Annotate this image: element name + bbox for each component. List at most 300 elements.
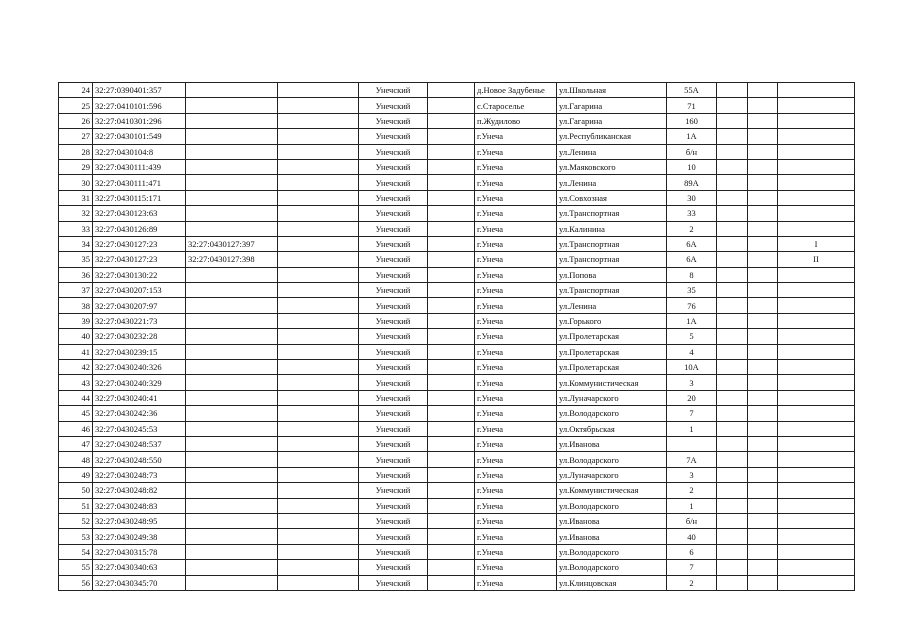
cadastral-number: 32:27:0430127:23	[93, 252, 186, 267]
table-row	[59, 206, 855, 221]
empty-cell	[428, 144, 475, 159]
empty-cell	[278, 529, 359, 544]
premises-cadastral-number	[186, 313, 278, 328]
table-row	[59, 267, 855, 282]
row-number: 42	[59, 360, 93, 375]
premises-number-cell	[778, 329, 855, 344]
table-row	[59, 344, 855, 359]
premises-cadastral-number	[186, 406, 278, 421]
empty-cell	[748, 575, 778, 590]
empty-cell	[278, 313, 359, 328]
house-number-cell: 55А	[667, 83, 717, 98]
cadastral-number: 32:27:0430340:63	[93, 560, 186, 575]
empty-cell	[748, 421, 778, 436]
empty-cell	[748, 467, 778, 482]
premises-cadastral-number	[186, 436, 278, 451]
premises-number-cell	[778, 98, 855, 113]
empty-cell	[748, 360, 778, 375]
empty-cell	[748, 144, 778, 159]
settlement-cell: г.Унеча	[475, 375, 557, 390]
empty-cell	[278, 390, 359, 405]
table-row	[59, 313, 855, 328]
empty-cell	[748, 513, 778, 528]
house-number-cell: 8	[667, 267, 717, 282]
row-number: 55	[59, 560, 93, 575]
row-number: 51	[59, 498, 93, 513]
cadastral-number: 32:27:0430207:97	[93, 298, 186, 313]
table-row	[59, 236, 855, 251]
street-cell: ул.Ленина	[557, 144, 667, 159]
row-number: 45	[59, 406, 93, 421]
district-cell: Унечский	[359, 467, 428, 482]
district-cell: Унечский	[359, 221, 428, 236]
cadastral-number: 32:27:0390401:357	[93, 83, 186, 98]
table-row	[59, 452, 855, 467]
street-cell: ул.Пролетарская	[557, 344, 667, 359]
house-number-cell: 4	[667, 344, 717, 359]
empty-cell	[428, 498, 475, 513]
empty-cell	[428, 206, 475, 221]
row-number: 48	[59, 452, 93, 467]
cadastral-number: 32:27:0430240:326	[93, 360, 186, 375]
empty-cell	[278, 83, 359, 98]
settlement-cell: г.Унеча	[475, 129, 557, 144]
premises-cadastral-number	[186, 221, 278, 236]
empty-cell	[748, 375, 778, 390]
empty-cell	[278, 406, 359, 421]
settlement-cell: г.Унеча	[475, 329, 557, 344]
empty-cell	[717, 575, 748, 590]
empty-cell	[748, 190, 778, 205]
premises-cadastral-number	[186, 560, 278, 575]
settlement-cell: г.Унеча	[475, 544, 557, 559]
empty-cell	[748, 529, 778, 544]
premises-cadastral-number	[186, 298, 278, 313]
row-number: 46	[59, 421, 93, 436]
row-number: 44	[59, 390, 93, 405]
settlement-cell: г.Унеча	[475, 421, 557, 436]
premises-cadastral-number	[186, 344, 278, 359]
street-cell: ул.Коммунистическая	[557, 375, 667, 390]
empty-cell	[717, 344, 748, 359]
table-body	[59, 83, 855, 591]
premises-number-cell	[778, 221, 855, 236]
street-cell: ул.Школьная	[557, 83, 667, 98]
cadastral-number: 32:27:0430130:22	[93, 267, 186, 282]
row-number: 36	[59, 267, 93, 282]
street-cell: ул.Пролетарская	[557, 329, 667, 344]
empty-cell	[748, 283, 778, 298]
premises-cadastral-number	[186, 575, 278, 590]
empty-cell	[748, 298, 778, 313]
premises-cadastral-number	[186, 513, 278, 528]
empty-cell	[428, 283, 475, 298]
district-cell: Унечский	[359, 98, 428, 113]
empty-cell	[717, 406, 748, 421]
empty-cell	[748, 483, 778, 498]
street-cell: ул.Маяковского	[557, 159, 667, 174]
empty-cell	[278, 175, 359, 190]
house-number-cell: 71	[667, 98, 717, 113]
district-cell: Унечский	[359, 298, 428, 313]
empty-cell	[428, 267, 475, 282]
row-number: 32	[59, 206, 93, 221]
cadastral-number: 32:27:0430248:83	[93, 498, 186, 513]
premises-cadastral-number	[186, 190, 278, 205]
empty-cell	[717, 267, 748, 282]
district-cell: Унечский	[359, 360, 428, 375]
premises-cadastral-number	[186, 144, 278, 159]
row-number: 27	[59, 129, 93, 144]
premises-number-cell	[778, 498, 855, 513]
street-cell: ул.Гагарина	[557, 113, 667, 128]
empty-cell	[278, 283, 359, 298]
premises-cadastral-number	[186, 467, 278, 482]
settlement-cell: г.Унеча	[475, 406, 557, 421]
empty-cell	[717, 206, 748, 221]
settlement-cell: г.Унеча	[475, 313, 557, 328]
premises-number-cell	[778, 452, 855, 467]
empty-cell	[717, 467, 748, 482]
street-cell: ул.Горького	[557, 313, 667, 328]
row-number: 56	[59, 575, 93, 590]
settlement-cell: г.Унеча	[475, 283, 557, 298]
table-row	[59, 560, 855, 575]
table-row	[59, 283, 855, 298]
empty-cell	[278, 452, 359, 467]
cadastral-number: 32:27:0430248:73	[93, 467, 186, 482]
premises-cadastral-number	[186, 159, 278, 174]
empty-cell	[748, 544, 778, 559]
empty-cell	[278, 267, 359, 282]
settlement-cell: г.Унеча	[475, 206, 557, 221]
settlement-cell: г.Унеча	[475, 144, 557, 159]
empty-cell	[717, 329, 748, 344]
empty-cell	[428, 190, 475, 205]
cadastral-number: 32:27:0430345:70	[93, 575, 186, 590]
empty-cell	[428, 298, 475, 313]
row-number: 43	[59, 375, 93, 390]
table-row	[59, 252, 855, 267]
house-number-cell: 6А	[667, 236, 717, 251]
premises-cadastral-number	[186, 267, 278, 282]
district-cell: Унечский	[359, 83, 428, 98]
empty-cell	[428, 452, 475, 467]
cadastral-number: 32:27:0430242:36	[93, 406, 186, 421]
premises-number-cell	[778, 529, 855, 544]
empty-cell	[278, 329, 359, 344]
street-cell: ул.Луначарского	[557, 390, 667, 405]
cadastral-number: 32:27:0430101:549	[93, 129, 186, 144]
table-row	[59, 575, 855, 590]
settlement-cell: г.Унеча	[475, 452, 557, 467]
cadastral-number: 32:27:0430221:73	[93, 313, 186, 328]
row-number: 34	[59, 236, 93, 251]
settlement-cell: г.Унеча	[475, 436, 557, 451]
empty-cell	[717, 375, 748, 390]
district-cell: Унечский	[359, 283, 428, 298]
empty-cell	[717, 560, 748, 575]
premises-number-cell	[778, 83, 855, 98]
street-cell: ул.Совхозная	[557, 190, 667, 205]
empty-cell	[278, 360, 359, 375]
house-number-cell: 20	[667, 390, 717, 405]
table-row	[59, 360, 855, 375]
house-number-cell: 1А	[667, 129, 717, 144]
row-number: 54	[59, 544, 93, 559]
street-cell: ул.Володарского	[557, 498, 667, 513]
table-row	[59, 83, 855, 98]
district-cell: Унечский	[359, 175, 428, 190]
row-number: 25	[59, 98, 93, 113]
empty-cell	[278, 144, 359, 159]
table-row	[59, 329, 855, 344]
cadastral-number: 32:27:0430248:82	[93, 483, 186, 498]
premises-number-cell	[778, 544, 855, 559]
street-cell: ул.Клинцовская	[557, 575, 667, 590]
house-number-cell: 3	[667, 467, 717, 482]
premises-cadastral-number	[186, 483, 278, 498]
empty-cell	[717, 83, 748, 98]
cadastral-number: 32:27:0430111:471	[93, 175, 186, 190]
empty-cell	[428, 390, 475, 405]
house-number-cell: 1А	[667, 313, 717, 328]
district-cell: Унечский	[359, 344, 428, 359]
house-number-cell: 6	[667, 544, 717, 559]
empty-cell	[717, 513, 748, 528]
house-number-cell: б/н	[667, 513, 717, 528]
street-cell: ул.Попова	[557, 267, 667, 282]
empty-cell	[278, 298, 359, 313]
settlement-cell: г.Унеча	[475, 344, 557, 359]
empty-cell	[717, 529, 748, 544]
street-cell: ул.Володарского	[557, 452, 667, 467]
empty-cell	[428, 236, 475, 251]
street-cell: ул.Володарского	[557, 544, 667, 559]
table-row	[59, 498, 855, 513]
table-row	[59, 421, 855, 436]
house-number-cell: 160	[667, 113, 717, 128]
empty-cell	[428, 375, 475, 390]
street-cell: ул.Калинина	[557, 221, 667, 236]
district-cell: Унечский	[359, 190, 428, 205]
settlement-cell: г.Унеча	[475, 252, 557, 267]
district-cell: Унечский	[359, 206, 428, 221]
settlement-cell: г.Унеча	[475, 236, 557, 251]
empty-cell	[278, 575, 359, 590]
table-row	[59, 175, 855, 190]
row-number: 26	[59, 113, 93, 128]
premises-number-cell	[778, 436, 855, 451]
empty-cell	[748, 236, 778, 251]
premises-cadastral-number	[186, 421, 278, 436]
empty-cell	[717, 175, 748, 190]
district-cell: Унечский	[359, 436, 428, 451]
premises-number-cell: I	[778, 236, 855, 251]
empty-cell	[748, 390, 778, 405]
house-number-cell: 89А	[667, 175, 717, 190]
premises-number-cell: II	[778, 252, 855, 267]
premises-number-cell	[778, 175, 855, 190]
empty-cell	[717, 483, 748, 498]
premises-cadastral-number	[186, 113, 278, 128]
table-row	[59, 98, 855, 113]
table-row	[59, 390, 855, 405]
premises-number-cell	[778, 206, 855, 221]
premises-number-cell	[778, 159, 855, 174]
cadastral-number: 32:27:0430123:63	[93, 206, 186, 221]
empty-cell	[278, 252, 359, 267]
premises-cadastral-number	[186, 129, 278, 144]
empty-cell	[748, 113, 778, 128]
empty-cell	[717, 221, 748, 236]
table-row	[59, 467, 855, 482]
empty-cell	[717, 113, 748, 128]
settlement-cell: г.Унеча	[475, 513, 557, 528]
empty-cell	[428, 129, 475, 144]
settlement-cell: г.Унеча	[475, 190, 557, 205]
empty-cell	[278, 206, 359, 221]
premises-cadastral-number	[186, 498, 278, 513]
street-cell: ул.Иванова	[557, 436, 667, 451]
row-number: 33	[59, 221, 93, 236]
premises-number-cell	[778, 267, 855, 282]
street-cell: ул.Ленина	[557, 298, 667, 313]
street-cell: ул.Гагарина	[557, 98, 667, 113]
empty-cell	[748, 329, 778, 344]
empty-cell	[748, 129, 778, 144]
premises-cadastral-number: 32:27:0430127:398	[186, 252, 278, 267]
empty-cell	[278, 344, 359, 359]
house-number-cell: 10	[667, 159, 717, 174]
table-row	[59, 436, 855, 451]
empty-cell	[717, 313, 748, 328]
row-number: 38	[59, 298, 93, 313]
empty-cell	[717, 452, 748, 467]
cadastral-number: 32:27:0430248:550	[93, 452, 186, 467]
empty-cell	[717, 144, 748, 159]
street-cell: ул.Володарского	[557, 406, 667, 421]
cadastral-number: 32:27:0430240:41	[93, 390, 186, 405]
empty-cell	[428, 544, 475, 559]
premises-cadastral-number	[186, 283, 278, 298]
house-number-cell: 1	[667, 421, 717, 436]
house-number-cell: 33	[667, 206, 717, 221]
premises-number-cell	[778, 313, 855, 328]
empty-cell	[278, 221, 359, 236]
street-cell: ул.Транспортная	[557, 283, 667, 298]
premises-number-cell	[778, 129, 855, 144]
cadastral-number: 32:27:0430127:23	[93, 236, 186, 251]
empty-cell	[278, 129, 359, 144]
district-cell: Унечский	[359, 483, 428, 498]
house-number-cell: 10А	[667, 360, 717, 375]
settlement-cell: г.Унеча	[475, 298, 557, 313]
district-cell: Унечский	[359, 513, 428, 528]
premises-number-cell	[778, 483, 855, 498]
house-number-cell: б/н	[667, 144, 717, 159]
empty-cell	[748, 436, 778, 451]
premises-cadastral-number	[186, 390, 278, 405]
settlement-cell: г.Унеча	[475, 575, 557, 590]
district-cell: Унечский	[359, 267, 428, 282]
premises-number-cell	[778, 467, 855, 482]
premises-number-cell	[778, 144, 855, 159]
empty-cell	[428, 83, 475, 98]
empty-cell	[717, 390, 748, 405]
empty-cell	[717, 98, 748, 113]
house-number-cell: 5	[667, 329, 717, 344]
premises-number-cell	[778, 421, 855, 436]
settlement-cell: с.Староселье	[475, 98, 557, 113]
settlement-cell: г.Унеча	[475, 175, 557, 190]
empty-cell	[278, 498, 359, 513]
house-number-cell: 7А	[667, 452, 717, 467]
house-number-cell	[667, 436, 717, 451]
empty-cell	[428, 252, 475, 267]
settlement-cell: п.Жудилово	[475, 113, 557, 128]
property-register-table	[58, 82, 855, 591]
empty-cell	[748, 175, 778, 190]
empty-cell	[278, 483, 359, 498]
empty-cell	[748, 206, 778, 221]
empty-cell	[278, 236, 359, 251]
empty-cell	[428, 221, 475, 236]
row-number: 31	[59, 190, 93, 205]
street-cell: ул.Пролетарская	[557, 360, 667, 375]
district-cell: Унечский	[359, 375, 428, 390]
empty-cell	[748, 313, 778, 328]
premises-number-cell	[778, 375, 855, 390]
settlement-cell: г.Унеча	[475, 529, 557, 544]
house-number-cell: 1	[667, 498, 717, 513]
empty-cell	[428, 436, 475, 451]
empty-cell	[717, 544, 748, 559]
cadastral-number: 32:27:0430315:78	[93, 544, 186, 559]
street-cell: ул.Республиканская	[557, 129, 667, 144]
premises-number-cell	[778, 190, 855, 205]
district-cell: Унечский	[359, 575, 428, 590]
cadastral-number: 32:27:0430239:15	[93, 344, 186, 359]
empty-cell	[428, 483, 475, 498]
empty-cell	[278, 113, 359, 128]
empty-cell	[748, 452, 778, 467]
table-row	[59, 298, 855, 313]
empty-cell	[748, 83, 778, 98]
premises-cadastral-number	[186, 452, 278, 467]
empty-cell	[278, 98, 359, 113]
empty-cell	[278, 190, 359, 205]
empty-cell	[748, 267, 778, 282]
premises-cadastral-number	[186, 360, 278, 375]
empty-cell	[428, 113, 475, 128]
row-number: 41	[59, 344, 93, 359]
district-cell: Унечский	[359, 313, 428, 328]
house-number-cell: 2	[667, 483, 717, 498]
premises-cadastral-number	[186, 529, 278, 544]
row-number: 40	[59, 329, 93, 344]
row-number: 52	[59, 513, 93, 528]
row-number: 39	[59, 313, 93, 328]
premises-cadastral-number	[186, 329, 278, 344]
settlement-cell: г.Унеча	[475, 267, 557, 282]
street-cell: ул.Транспортная	[557, 206, 667, 221]
street-cell: ул.Транспортная	[557, 236, 667, 251]
row-number: 50	[59, 483, 93, 498]
cadastral-number: 32:27:0430240:329	[93, 375, 186, 390]
district-cell: Унечский	[359, 236, 428, 251]
empty-cell	[748, 98, 778, 113]
